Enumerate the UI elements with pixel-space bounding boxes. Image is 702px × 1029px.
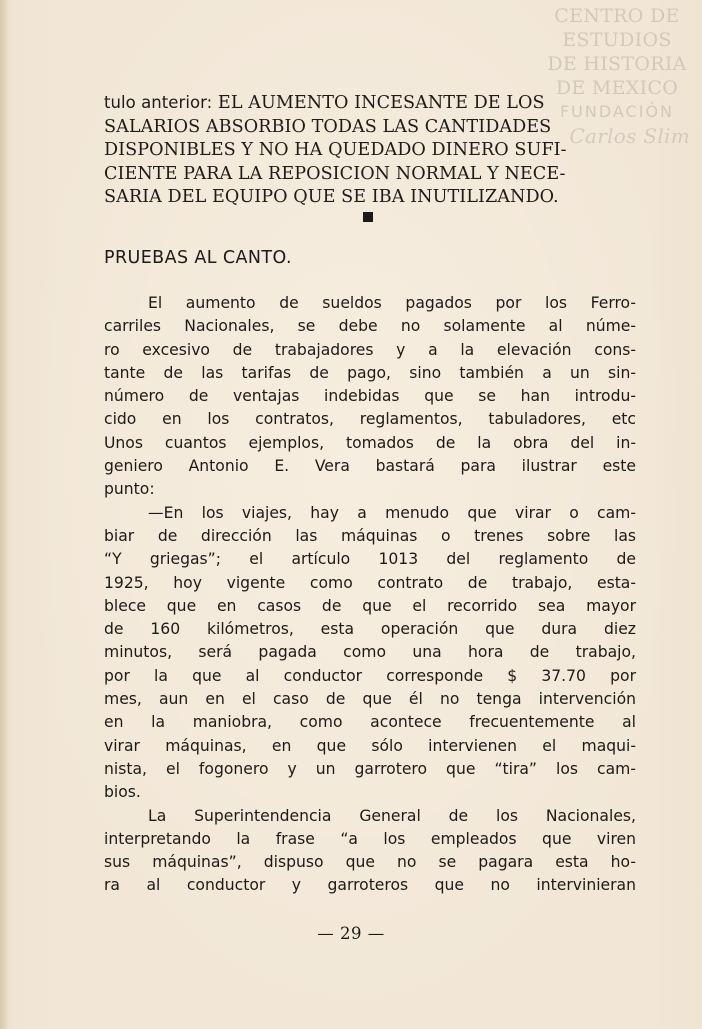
intro-capitals-paragraph [104, 91, 635, 210]
text-line: blece que en casos de que el recorrido sea mayor [104, 596, 636, 615]
text-line: minutos, será pagada como una hora de trabajo, [104, 643, 636, 662]
caps-text: EL AUMENTO INCESANTE DE LOS [217, 93, 545, 113]
text-line: por la que al conductor corresponde $ 37.70 por [104, 666, 636, 685]
caps-line-1 [104, 91, 635, 116]
text-line: interpretando la frase “a los empleados que viren [104, 829, 636, 848]
text-line: de 160 kilómetros, esta operación que dura diez [104, 620, 636, 639]
text-line: La Superintendencia General de los Nacionales, [148, 806, 636, 825]
watermark-line: DE HISTORIA [547, 53, 687, 75]
text-line: tante de las tarifas de pago, sino también a un sin- [104, 363, 636, 382]
text-line: virar máquinas, en que sólo intervienen el maqui- [104, 736, 636, 755]
text-line: geniero Antonio E. Vera bastará para ilustrar este [104, 457, 636, 476]
caps-line: SALARIOS ABSORBIO TODAS LAS CANTIDADES [104, 116, 552, 137]
text-line: Unos cuantos ejemplos, tomados de la obra del in- [104, 433, 636, 452]
text-line: El aumento de sueldos pagados por los Ferro- [148, 294, 636, 312]
text-line: “Y griegas”; el artículo 1013 del reglamento de [104, 550, 636, 569]
text-line: punto: [104, 480, 155, 499]
text-line: ro excesivo de trabajadores y a la elevación cons- [104, 340, 636, 359]
watermark-fundacion: FUNDACIÓN [559, 102, 675, 121]
section-separator-square [363, 212, 373, 222]
text-line: ra al conductor y garroteros que no intervinieran [104, 876, 636, 895]
page-binding-edge [0, 0, 8, 1029]
text-line: nista, el fogonero y un garrotero que “tira” los cam- [104, 759, 636, 778]
body-text [104, 292, 636, 898]
caps-lead: tulo anterior: [104, 93, 213, 112]
text-line: mes, aun en el caso de que él no tenga intervención [104, 690, 636, 709]
text-line: bios. [104, 783, 141, 802]
text-line: cido en los contratos, reglamentos, tabuladores, etc [104, 410, 636, 429]
caps-line: SARIA DEL EQUIPO QUE SE IBA INUTILIZANDO. [104, 187, 559, 208]
watermark-line: DE MEXICO [555, 77, 679, 99]
text-line: sus máquinas”, dispuso que no se pagara esta ho- [104, 853, 636, 872]
watermark-line: ESTUDIOS [562, 29, 672, 51]
text-line: carriles Nacionales, se debe no solamente al núme- [104, 317, 636, 336]
text-line: biar de dirección las máquinas o trenes sobre las [104, 526, 636, 545]
text-line: número de ventajas indebidas que se han introdu- [104, 387, 636, 406]
caps-line: DISPONIBLES Y NO HA QUEDADO DINERO SUFI- [104, 140, 567, 161]
text-line: —En los viajes, hay a menudo que virar o cam- [148, 503, 636, 522]
watermark-signature: Carlos Slim [569, 124, 690, 148]
text-line: en la maniobra, como acontece frecuentemente al [104, 713, 636, 732]
page-number: — 29 — [317, 924, 385, 943]
caps-line: CIENTE PARA LA REPOSICION NORMAL Y NECE- [104, 163, 566, 184]
section-title: PRUEBAS AL CANTO. [104, 248, 292, 268]
watermark-line: CENTRO DE [554, 5, 680, 27]
text-line: 1925, hoy vigente como contrato de trabajo, esta- [104, 573, 636, 592]
